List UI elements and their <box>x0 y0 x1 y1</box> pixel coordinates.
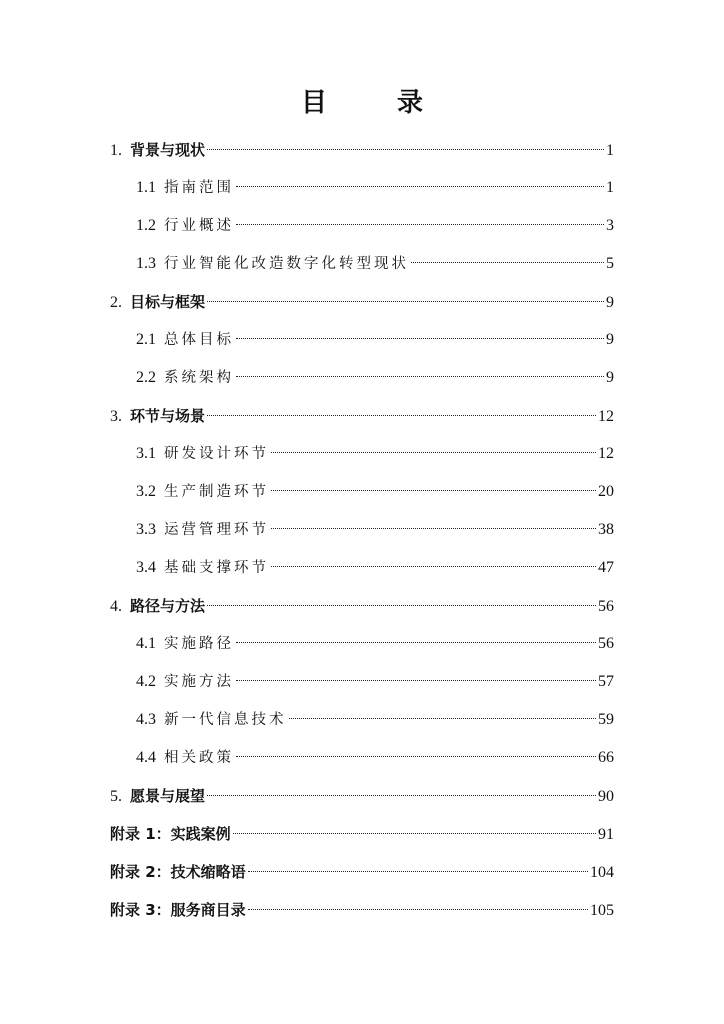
toc-entry-title: 附录 1：实践案例 <box>110 825 231 843</box>
toc-entry-title: 研发设计环节 <box>164 446 269 462</box>
toc-entry-page-number: 9 <box>606 294 614 311</box>
dot-leader <box>207 415 596 416</box>
toc-entry-title: 实施路径 <box>164 636 234 652</box>
toc-entry-page-number: 104 <box>590 864 614 881</box>
toc-section-entry[interactable] <box>136 670 614 694</box>
toc-entry-page-number: 1 <box>606 142 614 159</box>
toc-section-entry[interactable] <box>136 252 614 276</box>
dot-leader <box>271 452 596 453</box>
toc-chapter-entry[interactable] <box>110 594 614 618</box>
dot-leader <box>248 871 588 872</box>
toc-entry-title: 实施方法 <box>164 674 234 690</box>
toc-entry-title: 环节与场景 <box>130 407 206 425</box>
toc-section-entry[interactable] <box>136 632 614 656</box>
dot-leader <box>289 718 597 719</box>
toc-entry-title: 运营管理环节 <box>164 522 269 538</box>
toc-section-entry[interactable] <box>136 176 614 200</box>
toc-chapter-entry[interactable] <box>110 404 614 428</box>
toc-section-entry[interactable] <box>136 480 614 504</box>
dot-leader <box>236 224 604 225</box>
dot-leader <box>236 642 596 643</box>
dot-leader <box>411 262 604 263</box>
toc-entry-number: 4.3 <box>136 711 156 728</box>
dot-leader <box>207 301 604 302</box>
toc-entry-title: 路径与方法 <box>130 597 206 615</box>
toc-entry-page-number: 38 <box>598 521 614 538</box>
toc-entry-title: 背景与现状 <box>130 141 206 159</box>
toc-entry-title: 生产制造环节 <box>164 484 269 500</box>
dot-leader <box>236 376 604 377</box>
toc-section-entry[interactable] <box>136 328 614 352</box>
dot-leader <box>233 833 596 834</box>
toc-entry-number: 4.4 <box>136 749 156 766</box>
toc-entry-title: 基础支撑环节 <box>164 560 269 576</box>
toc-entry-number: 3. <box>110 408 122 425</box>
dot-leader <box>236 756 596 757</box>
toc-section-entry[interactable] <box>136 442 614 466</box>
toc-entry-number: 1.2 <box>136 217 156 234</box>
toc-entry-page-number: 105 <box>590 902 614 919</box>
toc-entry-page-number: 59 <box>598 711 614 728</box>
toc-entry-title: 新一代信息技术 <box>164 712 287 728</box>
toc-entry-page-number: 56 <box>598 635 614 652</box>
toc-entry-page-number: 47 <box>598 559 614 576</box>
toc-entry-page-number: 90 <box>598 788 614 805</box>
toc-entry-number: 2.2 <box>136 369 156 386</box>
toc-entry-number: 3.2 <box>136 483 156 500</box>
toc-entry-page-number: 5 <box>606 255 614 272</box>
dot-leader <box>207 795 596 796</box>
toc-appendix-entry[interactable] <box>110 822 614 846</box>
toc-section-entry[interactable] <box>136 746 614 770</box>
toc-section-entry[interactable] <box>136 366 614 390</box>
toc-entry-number: 3.1 <box>136 445 156 462</box>
toc-section-entry[interactable] <box>136 708 614 732</box>
toc-section-entry[interactable] <box>136 556 614 580</box>
toc-section-entry[interactable] <box>136 214 614 238</box>
dot-leader <box>271 566 596 567</box>
toc-entry-page-number: 66 <box>598 749 614 766</box>
toc-entry-page-number: 56 <box>598 598 614 615</box>
toc-entry-number: 1.1 <box>136 179 156 196</box>
toc-entry-number: 3.4 <box>136 559 156 576</box>
toc-entry-page-number: 12 <box>598 445 614 462</box>
toc-entry-title: 指南范围 <box>164 180 234 196</box>
toc-entry-page-number: 9 <box>606 369 614 386</box>
toc-entry-title: 相关政策 <box>164 750 234 766</box>
toc-appendix-entry[interactable] <box>110 860 614 884</box>
toc-entry-number: 2. <box>110 294 122 311</box>
toc-entry-title: 总体目标 <box>164 332 234 348</box>
dot-leader <box>236 680 596 681</box>
toc-entry-number: 4. <box>110 598 122 615</box>
toc-appendix-entry[interactable] <box>110 898 614 922</box>
dot-leader <box>248 909 588 910</box>
toc-entry-number: 4.2 <box>136 673 156 690</box>
toc-entry-title: 愿景与展望 <box>130 787 206 805</box>
toc-entry-number: 4.1 <box>136 635 156 652</box>
toc-entry-title: 附录 2：技术缩略语 <box>110 863 246 881</box>
toc-chapter-entry[interactable] <box>110 784 614 808</box>
toc-entry-page-number: 20 <box>598 483 614 500</box>
dot-leader <box>271 490 596 491</box>
toc-entry-page-number: 3 <box>606 217 614 234</box>
toc-section-entry[interactable] <box>136 518 614 542</box>
toc-entry-title: 行业智能化改造数字化转型现状 <box>164 256 409 272</box>
toc-entry-title: 附录 3：服务商目录 <box>110 901 246 919</box>
toc-entry-number: 1. <box>110 142 122 159</box>
toc-entry-page-number: 9 <box>606 331 614 348</box>
dot-leader <box>207 605 596 606</box>
toc-entry-page-number: 1 <box>606 179 614 196</box>
toc-entry-title: 目标与框架 <box>130 293 206 311</box>
page-title: 目 录 <box>300 88 445 118</box>
dot-leader <box>271 528 596 529</box>
toc-entry-title: 系统架构 <box>164 370 234 386</box>
toc-entry-number: 5. <box>110 788 122 805</box>
dot-leader <box>236 338 604 339</box>
dot-leader <box>207 149 604 150</box>
toc-entry-page-number: 91 <box>598 826 614 843</box>
dot-leader <box>236 186 604 187</box>
toc-entry-page-number: 57 <box>598 673 614 690</box>
toc-entry-number: 1.3 <box>136 255 156 272</box>
toc-entry-page-number: 12 <box>598 408 614 425</box>
toc-entry-number: 2.1 <box>136 331 156 348</box>
toc-chapter-entry[interactable] <box>110 290 614 314</box>
toc-entry-title: 行业概述 <box>164 218 234 234</box>
toc-entry-number: 3.3 <box>136 521 156 538</box>
toc-chapter-entry[interactable] <box>110 138 614 162</box>
